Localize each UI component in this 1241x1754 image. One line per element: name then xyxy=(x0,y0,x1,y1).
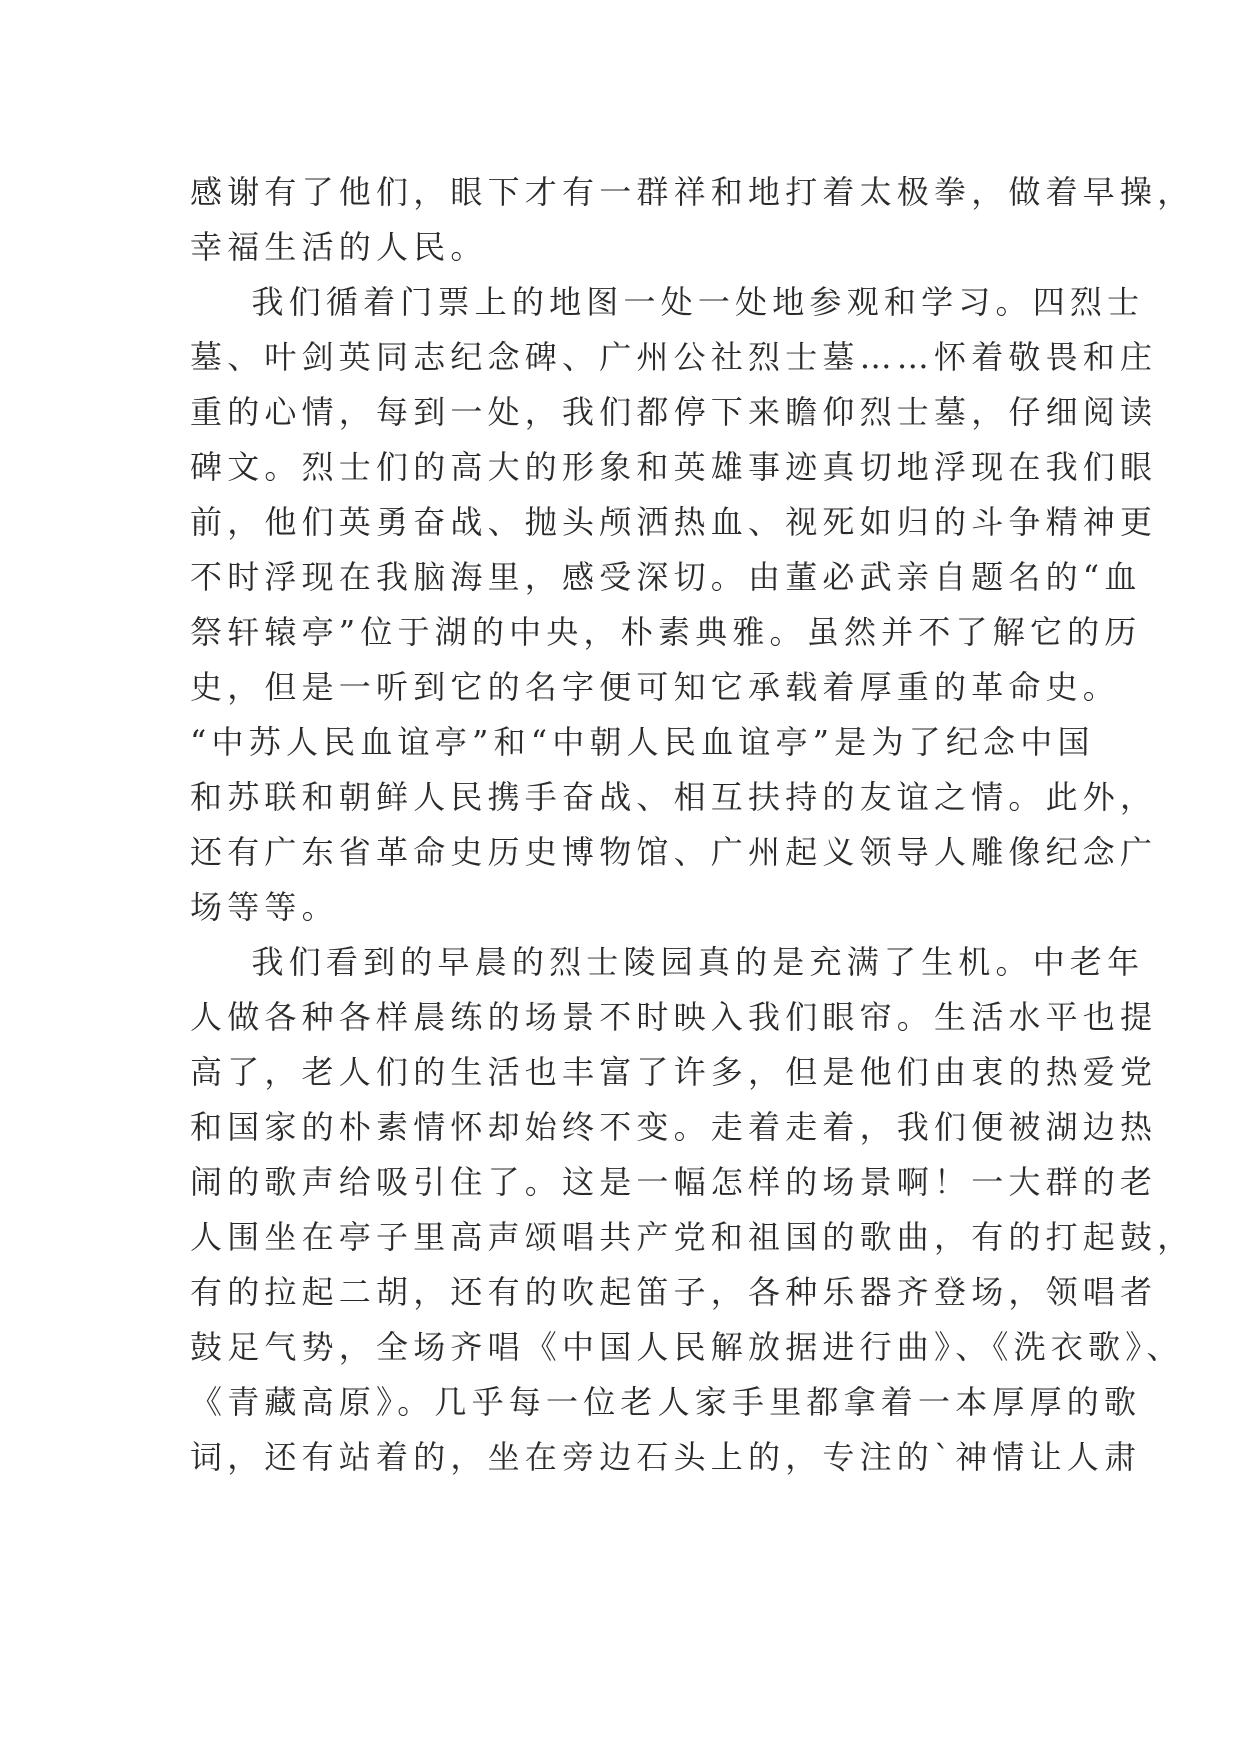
text-line: 幸福生活的人民。 xyxy=(190,228,488,266)
text-line: 不时浮现在我脑海里，感受深切。由董必武亲自题名的“血 xyxy=(190,558,1142,596)
text-line: 有的拉起二胡，还有的吹起笛子，各种乐器齐登场，领唱者 xyxy=(190,1273,1158,1311)
text-line: “中苏人民血谊亭”和“中朝人民血谊亭”是为了纪念中国 xyxy=(190,723,1095,761)
text-line: 我们看到的早晨的烈士陵园真的是充满了生机。中老年 xyxy=(190,943,1145,981)
text-line: 场等等。 xyxy=(190,888,339,926)
text-line: 重的心情，每到一处，我们都停下来瞻仰烈士墓，仔细阅读 xyxy=(190,393,1158,431)
text-line: 我们循着门票上的地图一处一处地参观和学习。四烈士 xyxy=(190,283,1145,321)
text-line: 祭轩辕亭”位于湖的中央，朴素典雅。虽然并不了解它的历 xyxy=(190,613,1142,651)
text-line: 碑文。烈士们的高大的形象和英雄事迹真切地浮现在我们眼 xyxy=(190,448,1158,486)
text-line: 前，他们英勇奋战、抛头颅洒热血、视死如归的斗争精神更 xyxy=(190,503,1158,541)
text-line: 闹的歌声给吸引住了。这是一幅怎样的场景啊！一大群的老 xyxy=(190,1163,1158,1201)
text-line: 词，还有站着的，坐在旁边石头上的，专注的`神情让人肃 xyxy=(190,1438,1142,1476)
text-line: 史，但是一听到它的名字便可知它承载着厚重的革命史。 xyxy=(190,668,1121,706)
body-text xyxy=(190,165,1195,1485)
text-line: 和苏联和朝鲜人民携手奋战、相互扶持的友谊之情。此外， xyxy=(190,778,1158,816)
text-line: 鼓足气势，全场齐唱《中国人民解放据进行曲》、《洗衣歌》、 xyxy=(190,1328,1184,1366)
text-line: 《青藏高原》。几乎每一位老人家手里都拿着一本厚厚的歌 xyxy=(190,1383,1142,1421)
text-line: 人围坐在亭子里高声颂唱共产党和祖国的歌曲，有的打起鼓， xyxy=(190,1218,1195,1256)
text-line: 感谢有了他们，眼下才有一群祥和地打着太极拳，做着早操， xyxy=(190,173,1195,211)
text-line: 墓、叶剑英同志纪念碑、广州公社烈士墓……怀着敬畏和庄 xyxy=(190,338,1158,376)
text-line: 还有广东省革命史历史博物馆、广州起义领导人雕像纪念广 xyxy=(190,833,1158,871)
text-line: 高了，老人们的生活也丰富了许多，但是他们由衷的热爱党 xyxy=(190,1053,1158,1091)
text-line: 和国家的朴素情怀却始终不变。走着走着，我们便被湖边热 xyxy=(190,1108,1158,1146)
text-line: 人做各种各样晨练的场景不时映入我们眼帘。生活水平也提 xyxy=(190,998,1158,1036)
